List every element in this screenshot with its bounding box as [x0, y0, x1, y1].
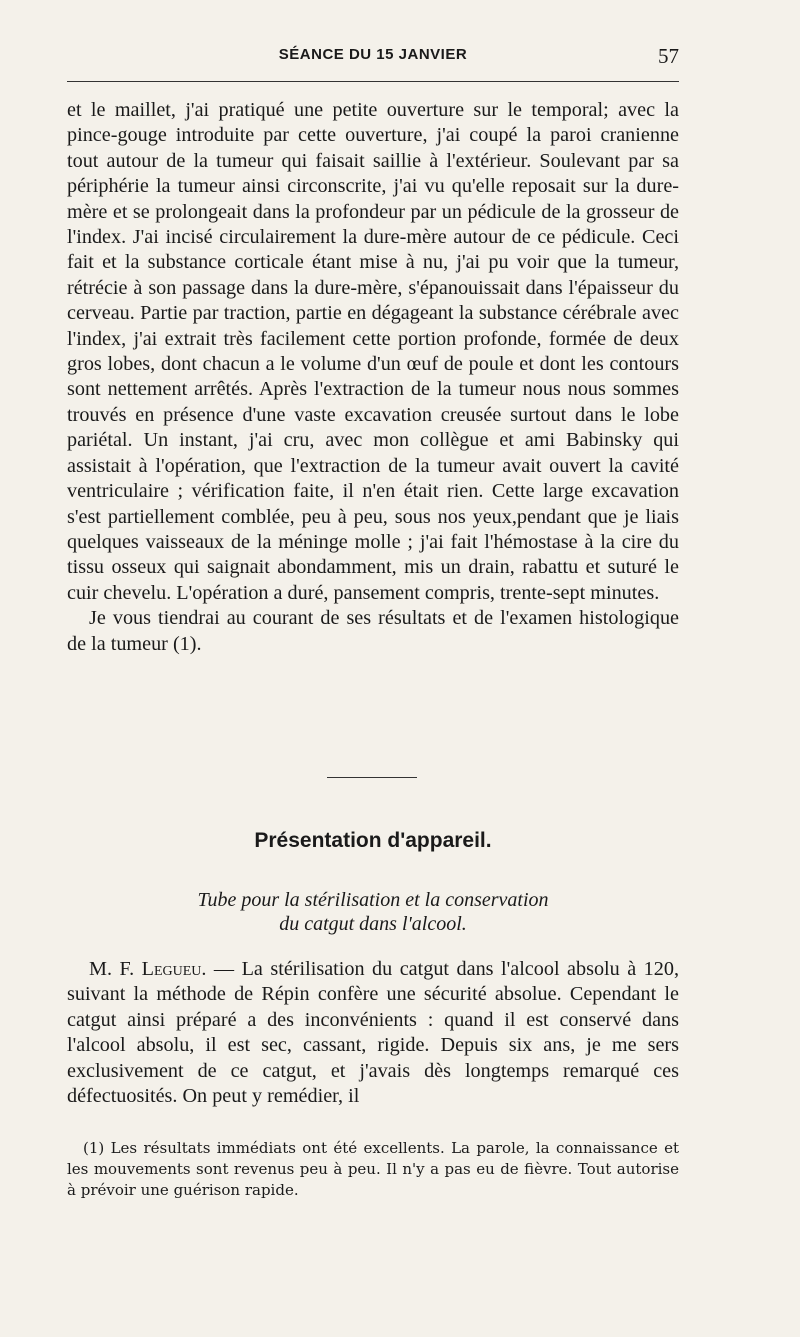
section-title: Présentation d'appareil.: [254, 829, 492, 852]
paragraph-operation: et le maillet, j'ai pratiqué une petite ouverture sur le temporal; avec la pince-gouge introduite par cette ouverture, j'ai coupé la paroi cranienne tout autour de la tumeur qui faisait saillie à l'extérieur. Soulevant par sa périphérie la tumeur ainsi circonscrite, j'ai vu qu'elle reposait sur la dure-mère et se prolongeait dans la profondeur par un pédicule de la grosseur de l'index. J'ai incisé circulairement la dure-mère autour de ce pédicule. Ceci fait et la substance corticale étant mise à nu, j'ai pu voir que la tumeur, rétrécie à son passage dans la dure-mère, s'épanouissait dans l'épaisseur du cerveau. Partie par traction, partie en dégageant la substance cérébrale avec l'index, j'ai extrait très facilement cette portion profonde, formée de deux gros lobes, dont chacun a le volume d'un œuf de poule et dont les contours sont nettement arrêtés. Après l'extraction de la tumeur nous nous sommes trouvés en présence d'une vaste excavation creusée surtout dans le lobe pariétal. Un instant, j'ai cru, avec mon collègue et ami Babinsky qui assistait à l'opération, que l'extraction de la tumeur avait ouvert la cavité ventriculaire ; vérification faite, il n'en était rien. Cette large excavation s'est partiellement comblée, peu à peu, sous nos yeux,pendant que je liais quelques vaisseaux de la méninge molle ; j'ai fait l'hémostase à la cire du tissu osseux qui saignait abondamment, mis un drain, rabattu et suturé le cuir chevelu. L'opération a duré, pansement compris, trente-sept minutes.: [67, 99, 679, 604]
subtitle-line-1: Tube pour la stérilisation et la conservation: [197, 889, 549, 911]
section-subtitle: [67, 888, 679, 936]
footnote-text: (1) Les résultats immédiats ont été excellents. La parole, la connaissance et les mouvements sont revenus peu à peu. Il n'y a pas eu de fièvre. Tout autorise à prévoir une guérison rapide.: [67, 1139, 679, 1199]
paragraph-legueu-text: — La stérilisation du catgut dans l'alcool absolu à 120, suivant la méthode de Répin confère une sécurité absolue. Cependant le catgut ainsi préparé a des inconvénients : quand il est conservé dans l'alcool absolu, il est sec, cassant, rigide. Depuis six ans, je me sers exclusivement de ce catgut, et j'avais dès longtemps remarqué ces défectuosités. On peut y remédier, il: [67, 958, 680, 1108]
footnote: [67, 1138, 679, 1201]
paragraph-results: Je vous tiendrai au courant de ses résultats et de l'examen histologique de la tumeur (1).: [67, 607, 679, 655]
running-head: [67, 44, 679, 72]
header-rule: [67, 81, 679, 82]
author-name: M. F. Legueu.: [89, 958, 207, 980]
subtitle-line-2: du catgut dans l'alcool.: [279, 913, 467, 935]
continued-text: [67, 98, 679, 657]
running-head-title: SÉANCE DU 15 JANVIER: [278, 46, 468, 63]
page-number: 57: [658, 44, 679, 68]
section-body: [67, 957, 679, 1109]
paragraph-legueu: [67, 957, 679, 1109]
section-divider: [327, 777, 417, 778]
